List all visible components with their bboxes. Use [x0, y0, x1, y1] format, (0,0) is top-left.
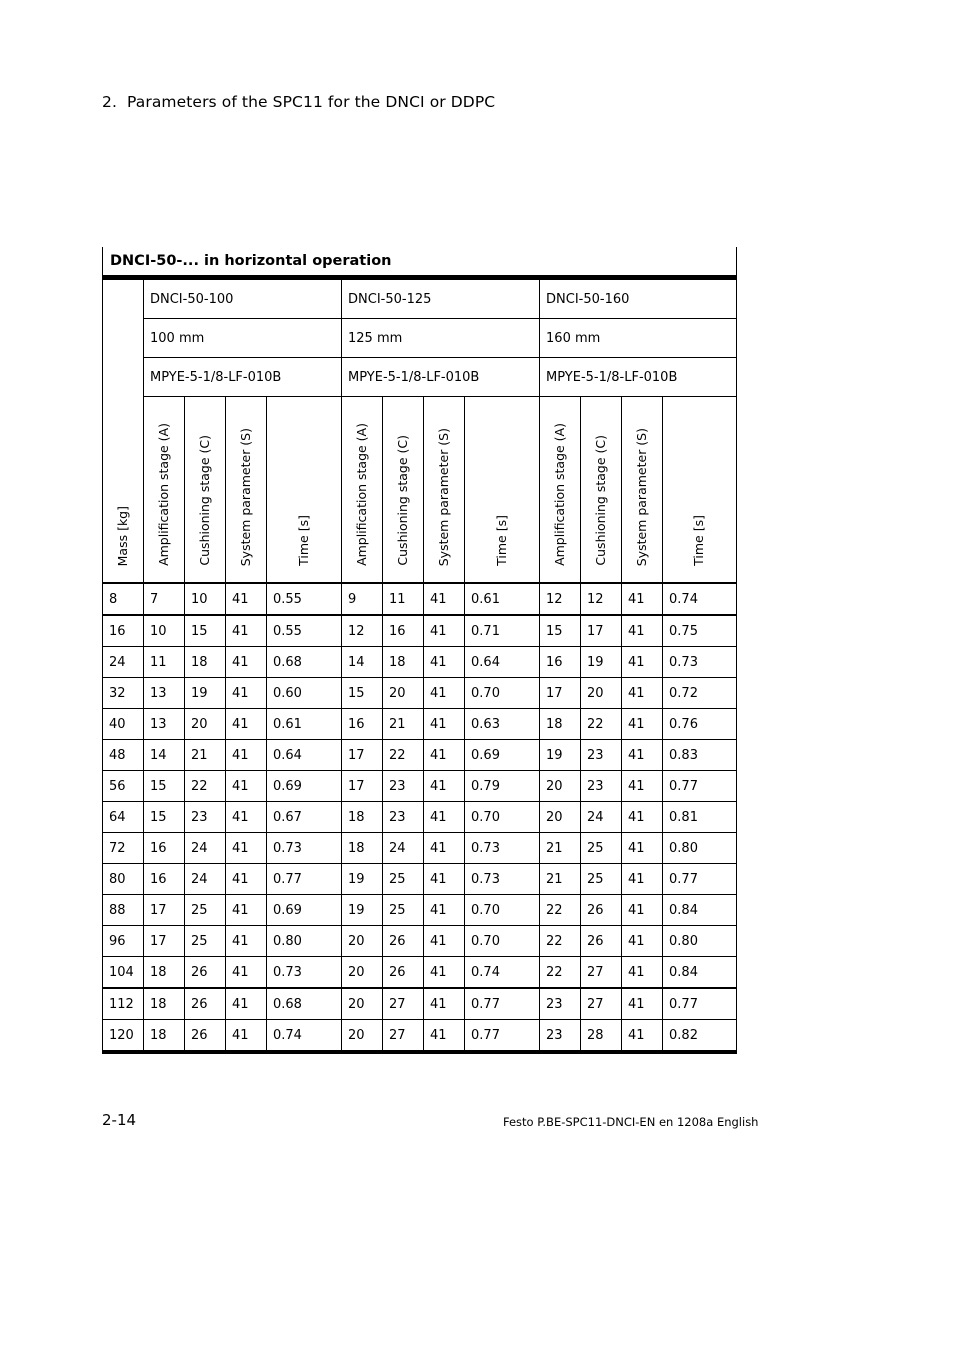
value-cell: 0.77	[663, 864, 737, 895]
value-cell: 0.77	[267, 864, 342, 895]
valve-cell: MPYE-5-1/8-LF-010B	[342, 358, 540, 397]
value-cell: 18	[144, 957, 185, 989]
value-cell: 15	[342, 678, 383, 709]
table-row	[103, 957, 737, 989]
value-cell: 22	[383, 740, 424, 771]
value-cell: 10	[144, 615, 185, 647]
system-parameter-header: System parameter (S)	[226, 397, 267, 584]
value-cell: 12	[342, 615, 383, 647]
value-cell: 25	[581, 864, 622, 895]
mass-cell: 72	[103, 833, 144, 864]
model-cell: DNCI-50-100	[144, 280, 342, 319]
value-cell: 26	[581, 895, 622, 926]
value-cell: 25	[383, 895, 424, 926]
value-cell: 0.83	[663, 740, 737, 771]
value-cell: 0.70	[465, 895, 540, 926]
value-cell: 23	[383, 771, 424, 802]
value-cell: 0.80	[267, 926, 342, 957]
column-header-row	[103, 397, 737, 584]
page-number: 2-14	[102, 1111, 137, 1129]
value-cell: 0.84	[663, 957, 737, 989]
value-cell: 41	[622, 833, 663, 864]
value-cell: 27	[581, 988, 622, 1020]
system-parameter-header: System parameter (S)	[424, 397, 465, 584]
value-cell: 41	[424, 615, 465, 647]
value-cell: 21	[540, 864, 581, 895]
value-cell: 41	[226, 864, 267, 895]
value-cell: 41	[424, 864, 465, 895]
value-cell: 11	[383, 583, 424, 615]
value-cell: 0.69	[267, 771, 342, 802]
value-cell: 27	[383, 1020, 424, 1053]
table-row	[103, 1020, 737, 1053]
value-cell: 24	[581, 802, 622, 833]
value-cell: 0.77	[465, 1020, 540, 1053]
value-cell: 0.76	[663, 709, 737, 740]
value-cell: 0.55	[267, 583, 342, 615]
mass-cell: 40	[103, 709, 144, 740]
value-cell: 0.77	[663, 988, 737, 1020]
value-cell: 18	[540, 709, 581, 740]
cushioning-header: Cushioning stage (C)	[185, 397, 226, 584]
value-cell: 0.81	[663, 802, 737, 833]
value-cell: 20	[342, 926, 383, 957]
value-cell: 41	[424, 802, 465, 833]
mass-cell: 88	[103, 895, 144, 926]
model-cell: DNCI-50-160	[540, 280, 737, 319]
value-cell: 25	[383, 864, 424, 895]
value-cell: 41	[424, 926, 465, 957]
mass-cell: 8	[103, 583, 144, 615]
value-cell: 41	[424, 709, 465, 740]
value-cell: 17	[540, 678, 581, 709]
value-cell: 41	[622, 926, 663, 957]
value-cell: 17	[342, 771, 383, 802]
value-cell: 16	[144, 864, 185, 895]
value-cell: 41	[424, 583, 465, 615]
value-cell: 18	[144, 1020, 185, 1053]
value-cell: 41	[424, 678, 465, 709]
value-cell: 41	[424, 988, 465, 1020]
value-cell: 20	[540, 771, 581, 802]
value-cell: 41	[622, 1020, 663, 1053]
value-cell: 18	[383, 647, 424, 678]
table-row	[103, 895, 737, 926]
time-header: Time [s]	[465, 397, 540, 584]
value-cell: 0.77	[465, 988, 540, 1020]
value-cell: 0.64	[267, 740, 342, 771]
value-cell: 0.70	[465, 802, 540, 833]
mass-cell: 24	[103, 647, 144, 678]
value-cell: 16	[540, 647, 581, 678]
stroke-cell: 160 mm	[540, 319, 737, 358]
value-cell: 0.73	[465, 864, 540, 895]
amplification-header: Amplification stage (A)	[342, 397, 383, 584]
value-cell: 26	[185, 988, 226, 1020]
value-cell: 27	[383, 988, 424, 1020]
value-cell: 41	[622, 771, 663, 802]
table-row	[103, 864, 737, 895]
time-header: Time [s]	[267, 397, 342, 584]
section-header	[102, 93, 495, 111]
value-cell: 19	[581, 647, 622, 678]
value-cell: 24	[383, 833, 424, 864]
value-cell: 0.68	[267, 647, 342, 678]
value-cell: 27	[581, 957, 622, 989]
cushioning-header: Cushioning stage (C)	[383, 397, 424, 584]
value-cell: 41	[622, 864, 663, 895]
value-cell: 41	[622, 895, 663, 926]
value-cell: 23	[540, 988, 581, 1020]
value-cell: 0.70	[465, 678, 540, 709]
mass-cell: 32	[103, 678, 144, 709]
value-cell: 12	[540, 583, 581, 615]
value-cell: 20	[342, 1020, 383, 1053]
parameter-table	[102, 279, 737, 1054]
mass-cell: 104	[103, 957, 144, 989]
value-cell: 19	[342, 864, 383, 895]
value-cell: 15	[144, 802, 185, 833]
value-cell: 24	[185, 833, 226, 864]
value-cell: 18	[185, 647, 226, 678]
value-cell: 41	[424, 833, 465, 864]
value-cell: 17	[144, 895, 185, 926]
value-cell: 26	[581, 926, 622, 957]
value-cell: 22	[581, 709, 622, 740]
mass-cell: 80	[103, 864, 144, 895]
value-cell: 25	[581, 833, 622, 864]
value-cell: 0.61	[267, 709, 342, 740]
value-cell: 0.67	[267, 802, 342, 833]
model-row	[103, 280, 737, 319]
table-row	[103, 583, 737, 615]
table-row	[103, 802, 737, 833]
value-cell: 25	[185, 926, 226, 957]
value-cell: 0.63	[465, 709, 540, 740]
value-cell: 0.79	[465, 771, 540, 802]
value-cell: 0.84	[663, 895, 737, 926]
value-cell: 17	[144, 926, 185, 957]
value-cell: 15	[185, 615, 226, 647]
value-cell: 0.73	[465, 833, 540, 864]
value-cell: 0.73	[267, 833, 342, 864]
value-cell: 41	[622, 802, 663, 833]
value-cell: 21	[185, 740, 226, 771]
value-cell: 41	[226, 802, 267, 833]
value-cell: 41	[226, 895, 267, 926]
value-cell: 18	[342, 802, 383, 833]
value-cell: 19	[540, 740, 581, 771]
value-cell: 19	[185, 678, 226, 709]
value-cell: 41	[622, 957, 663, 989]
value-cell: 41	[226, 647, 267, 678]
value-cell: 41	[226, 957, 267, 989]
parameter-table-container	[102, 247, 737, 1054]
value-cell: 18	[342, 833, 383, 864]
value-cell: 21	[383, 709, 424, 740]
value-cell: 0.60	[267, 678, 342, 709]
mass-cell: 16	[103, 615, 144, 647]
value-cell: 23	[540, 1020, 581, 1053]
stroke-cell: 125 mm	[342, 319, 540, 358]
value-cell: 0.82	[663, 1020, 737, 1053]
value-cell: 0.77	[663, 771, 737, 802]
table-row	[103, 740, 737, 771]
stroke-row	[103, 319, 737, 358]
value-cell: 23	[383, 802, 424, 833]
value-cell: 12	[581, 583, 622, 615]
table-row	[103, 771, 737, 802]
mass-cell: 96	[103, 926, 144, 957]
section-title: Parameters of the SPC11 for the DNCI or DDPC	[127, 93, 496, 111]
value-cell: 22	[185, 771, 226, 802]
value-cell: 41	[424, 957, 465, 989]
value-cell: 24	[185, 864, 226, 895]
amplification-header: Amplification stage (A)	[144, 397, 185, 584]
value-cell: 0.73	[267, 957, 342, 989]
value-cell: 20	[540, 802, 581, 833]
amplification-header: Amplification stage (A)	[540, 397, 581, 584]
value-cell: 0.75	[663, 615, 737, 647]
value-cell: 26	[185, 1020, 226, 1053]
value-cell: 41	[226, 740, 267, 771]
value-cell: 41	[424, 1020, 465, 1053]
table-row	[103, 647, 737, 678]
mass-cell: 64	[103, 802, 144, 833]
value-cell: 0.72	[663, 678, 737, 709]
table-row	[103, 988, 737, 1020]
value-cell: 41	[226, 615, 267, 647]
mass-label: Mass [kg]	[114, 505, 130, 566]
value-cell: 16	[342, 709, 383, 740]
table-caption: DNCI-50-... in horizontal operation	[102, 247, 737, 279]
value-cell: 0.80	[663, 833, 737, 864]
valve-row	[103, 358, 737, 397]
mass-header	[103, 280, 144, 584]
model-cell: DNCI-50-125	[342, 280, 540, 319]
stroke-cell: 100 mm	[144, 319, 342, 358]
value-cell: 20	[342, 988, 383, 1020]
value-cell: 11	[144, 647, 185, 678]
value-cell: 20	[581, 678, 622, 709]
section-number: 2.	[102, 93, 117, 111]
value-cell: 0.69	[267, 895, 342, 926]
value-cell: 0.64	[465, 647, 540, 678]
table-row	[103, 833, 737, 864]
value-cell: 23	[581, 740, 622, 771]
value-cell: 41	[622, 647, 663, 678]
value-cell: 0.80	[663, 926, 737, 957]
value-cell: 41	[622, 988, 663, 1020]
value-cell: 0.55	[267, 615, 342, 647]
value-cell: 13	[144, 678, 185, 709]
value-cell: 0.74	[267, 1020, 342, 1053]
value-cell: 41	[622, 615, 663, 647]
table-row	[103, 926, 737, 957]
table-row	[103, 615, 737, 647]
value-cell: 17	[581, 615, 622, 647]
value-cell: 13	[144, 709, 185, 740]
value-cell: 10	[185, 583, 226, 615]
value-cell: 17	[342, 740, 383, 771]
value-cell: 15	[540, 615, 581, 647]
value-cell: 26	[185, 957, 226, 989]
value-cell: 41	[226, 988, 267, 1020]
value-cell: 41	[226, 678, 267, 709]
mass-cell: 112	[103, 988, 144, 1020]
value-cell: 41	[622, 678, 663, 709]
value-cell: 41	[622, 740, 663, 771]
value-cell: 26	[383, 926, 424, 957]
value-cell: 22	[540, 926, 581, 957]
system-parameter-header: System parameter (S)	[622, 397, 663, 584]
value-cell: 21	[540, 833, 581, 864]
cushioning-header: Cushioning stage (C)	[581, 397, 622, 584]
table-row	[103, 709, 737, 740]
value-cell: 20	[383, 678, 424, 709]
value-cell: 41	[424, 740, 465, 771]
value-cell: 26	[383, 957, 424, 989]
value-cell: 14	[144, 740, 185, 771]
value-cell: 41	[226, 709, 267, 740]
value-cell: 0.70	[465, 926, 540, 957]
value-cell: 22	[540, 895, 581, 926]
valve-cell: MPYE-5-1/8-LF-010B	[540, 358, 737, 397]
mass-cell: 120	[103, 1020, 144, 1053]
value-cell: 41	[424, 647, 465, 678]
value-cell: 23	[581, 771, 622, 802]
value-cell: 7	[144, 583, 185, 615]
value-cell: 16	[383, 615, 424, 647]
value-cell: 15	[144, 771, 185, 802]
value-cell: 41	[622, 583, 663, 615]
value-cell: 0.74	[663, 583, 737, 615]
value-cell: 20	[342, 957, 383, 989]
value-cell: 41	[226, 771, 267, 802]
value-cell: 18	[144, 988, 185, 1020]
value-cell: 0.73	[663, 647, 737, 678]
value-cell: 28	[581, 1020, 622, 1053]
value-cell: 20	[185, 709, 226, 740]
value-cell: 0.71	[465, 615, 540, 647]
value-cell: 14	[342, 647, 383, 678]
value-cell: 41	[226, 833, 267, 864]
value-cell: 16	[144, 833, 185, 864]
value-cell: 0.61	[465, 583, 540, 615]
value-cell: 22	[540, 957, 581, 989]
value-cell: 9	[342, 583, 383, 615]
document-reference: Festo P.BE-SPC11-DNCI-EN en 1208a English	[503, 1115, 759, 1129]
value-cell: 25	[185, 895, 226, 926]
table-row	[103, 678, 737, 709]
value-cell: 19	[342, 895, 383, 926]
value-cell: 0.69	[465, 740, 540, 771]
value-cell: 0.74	[465, 957, 540, 989]
value-cell: 41	[226, 926, 267, 957]
value-cell: 0.68	[267, 988, 342, 1020]
value-cell: 41	[226, 1020, 267, 1053]
value-cell: 41	[424, 771, 465, 802]
mass-cell: 56	[103, 771, 144, 802]
value-cell: 41	[226, 583, 267, 615]
value-cell: 41	[424, 895, 465, 926]
time-header: Time [s]	[663, 397, 737, 584]
mass-cell: 48	[103, 740, 144, 771]
valve-cell: MPYE-5-1/8-LF-010B	[144, 358, 342, 397]
value-cell: 23	[185, 802, 226, 833]
value-cell: 41	[622, 709, 663, 740]
